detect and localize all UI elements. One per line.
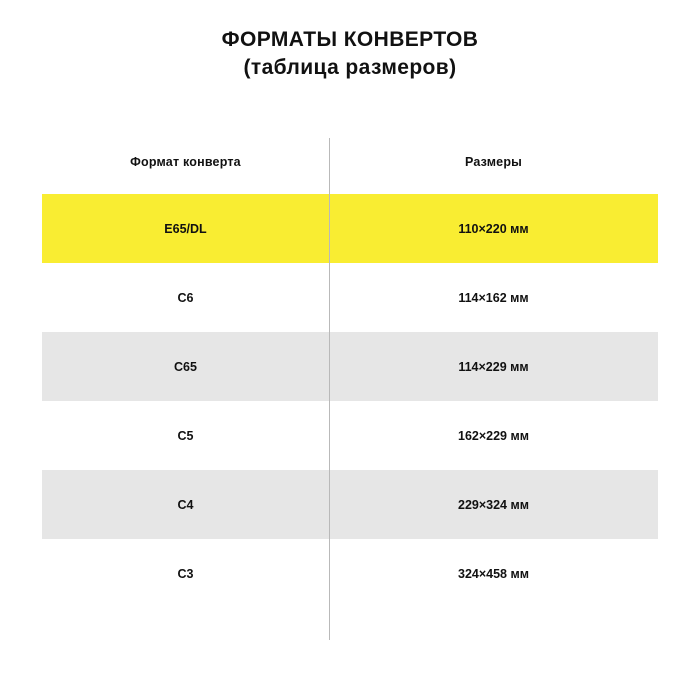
cell-size: 114×229 мм xyxy=(458,359,529,374)
envelope-size-table xyxy=(42,130,658,608)
table-row xyxy=(42,401,658,470)
cell-format: C6 xyxy=(177,290,194,305)
table-row xyxy=(42,470,658,539)
cell-format: C65 xyxy=(174,359,197,374)
table-header-row xyxy=(42,130,658,194)
table-row xyxy=(42,194,658,263)
table-row xyxy=(42,332,658,401)
page-title-line-1: ФОРМАТЫ КОНВЕРТОВ xyxy=(221,28,479,51)
table-row xyxy=(42,539,658,608)
column-header-size: Размеры xyxy=(464,155,523,169)
cell-size: 324×458 мм xyxy=(458,566,529,581)
column-header-format: Формат конверта xyxy=(130,155,241,169)
page-title-line-2: (таблица размеров) xyxy=(243,55,457,79)
cell-size: 110×220 мм xyxy=(458,221,529,236)
cell-size: 114×162 мм xyxy=(458,290,529,305)
cell-size: 162×229 мм xyxy=(458,428,529,443)
cell-size: 229×324 мм xyxy=(458,497,529,512)
cell-format: C4 xyxy=(177,497,194,512)
cell-format: C5 xyxy=(177,428,194,443)
column-divider xyxy=(329,138,330,640)
page-title xyxy=(0,0,700,81)
cell-format: E65/DL xyxy=(164,221,207,236)
table-row xyxy=(42,263,658,332)
cell-format: C3 xyxy=(177,566,194,581)
